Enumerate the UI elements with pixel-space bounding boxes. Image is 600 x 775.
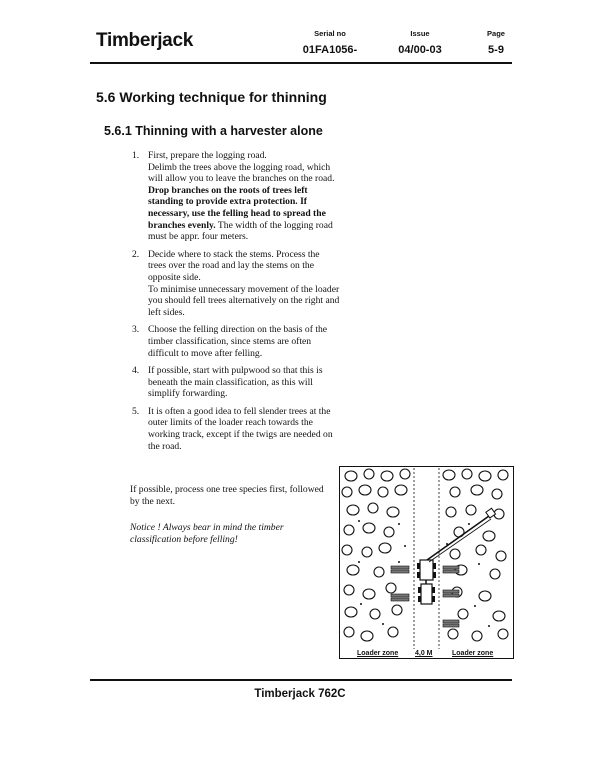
- brand-logo: Timberjack: [96, 30, 193, 51]
- step-text: Choose the felling direction on the basis of the timber classification, since stems are often difficult to move after felling.: [148, 324, 328, 359]
- zone-left-label: Loader zone: [357, 650, 399, 657]
- step-text: First, prepare the logging road.: [148, 150, 267, 161]
- zone-width-label: 4,0 M: [415, 650, 433, 657]
- issue-label: Issue: [410, 29, 430, 38]
- list-item: [130, 249, 340, 319]
- footer-rule: [90, 679, 512, 681]
- serial-value: 01FA1056-: [302, 44, 358, 56]
- list-item: [130, 365, 340, 400]
- page-block: [478, 29, 514, 56]
- step-text: [148, 185, 340, 243]
- page-value: 5-9: [488, 44, 504, 56]
- step-text: To minimise unnecessary movement of the loader you should fell trees alternatively on the right and left sides.: [148, 283, 340, 318]
- section-title: 5.6 Working technique for thinning: [96, 89, 327, 105]
- step-number: 1.: [132, 150, 140, 161]
- step-text: It is often a good idea to fell slender trees at the outer limits of the loader reach towards the working track, except if the twigs are needed on the road.: [148, 405, 333, 452]
- header-rule: [90, 62, 512, 64]
- step-number: 4.: [132, 365, 140, 377]
- page-label: Page: [487, 29, 505, 38]
- issue-value: 04/00-03: [398, 44, 442, 56]
- subsection-title: 5.6.1 Thinning with a harvester alone: [104, 124, 323, 138]
- step-text-part: Delimb the trees above the logging road, which will allow you to leave the branches on the road.: [148, 161, 335, 185]
- zone-labels: [339, 649, 514, 659]
- notice-paragraph: Notice ! Always bear in mind the timber classification before felling!: [130, 522, 284, 545]
- step-bold-text: Drop branches on the roots of trees left standing to provide extra protection. If necessary, use the felling head to spread the branches evenly.: [148, 184, 326, 231]
- step-text: Decide where to stack the stems. Process the trees over the road and lay the stems on the opposite side.: [148, 248, 320, 283]
- thinning-diagram: [339, 466, 514, 659]
- step-number: 3.: [132, 324, 140, 336]
- footer-title: Timberjack 762C: [254, 688, 346, 700]
- steps-list: [130, 150, 340, 458]
- issue-block: [385, 29, 455, 56]
- step-text: If possible, start with pulpwood so that this is beneath the main classification, as this will simplify forwarding.: [148, 365, 323, 400]
- closing-paragraph: If possible, process one tree species first, followed by the next.: [130, 484, 324, 507]
- serial-block: [295, 29, 365, 56]
- zone-right-label: Loader zone: [452, 650, 494, 657]
- step-text-part: The width of the logging road must be appr. four meters.: [148, 219, 333, 243]
- serial-label: Serial no: [314, 29, 346, 38]
- step-number: 2.: [132, 248, 140, 260]
- list-item: [130, 324, 340, 359]
- step-text: [148, 162, 340, 185]
- step-number: 5.: [132, 405, 140, 417]
- list-item: [130, 406, 340, 452]
- list-item: [130, 150, 340, 243]
